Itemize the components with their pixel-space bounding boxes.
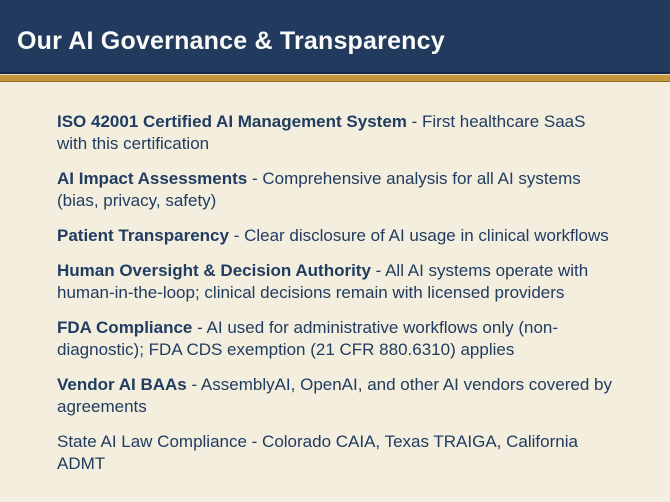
governance-item-human-oversight [57,260,617,304]
item-lead: FDA Compliance [57,318,193,337]
item-lead: AI Impact Assessments [57,169,248,188]
item-text: - First healthcare SaaS with this certification [57,112,586,153]
item-lead: Human Oversight & Decision Authority [57,261,371,280]
item-lead: Vendor AI BAAs [57,375,187,394]
item-text: - All AI systems operate with human-in-the-loop; clinical decisions remain with licensed providers [57,261,589,302]
item-text: - AI used for administrative workflows only (non-diagnostic); FDA CDS exemption (21 CFR 880.6310) applies [57,318,559,359]
governance-item-iso-42001 [57,111,617,155]
slide-header [0,0,670,72]
governance-item-state-law [57,431,617,475]
governance-item-vendor-baas [57,374,617,418]
slide-body [0,74,670,475]
item-text: - AssemblyAI, OpenAI, and other AI vendors covered by agreements [57,375,612,416]
slide-title: Our AI Governance & Transparency [17,26,445,55]
item-lead: ISO 42001 Certified AI Management System [57,112,407,131]
governance-item-fda-compliance [57,317,617,361]
item-text: - Clear disclosure of AI usage in clinical workflows [228,226,609,245]
item-text: - Comprehensive analysis for all AI systems (bias, privacy, safety) [57,169,581,210]
item-text: State AI Law Compliance - Colorado CAIA, Texas TRAIGA, California ADMT [57,432,578,473]
governance-item-ai-impact [57,168,617,212]
item-lead: Patient Transparency [57,226,229,245]
governance-item-patient-transparency [57,225,617,247]
